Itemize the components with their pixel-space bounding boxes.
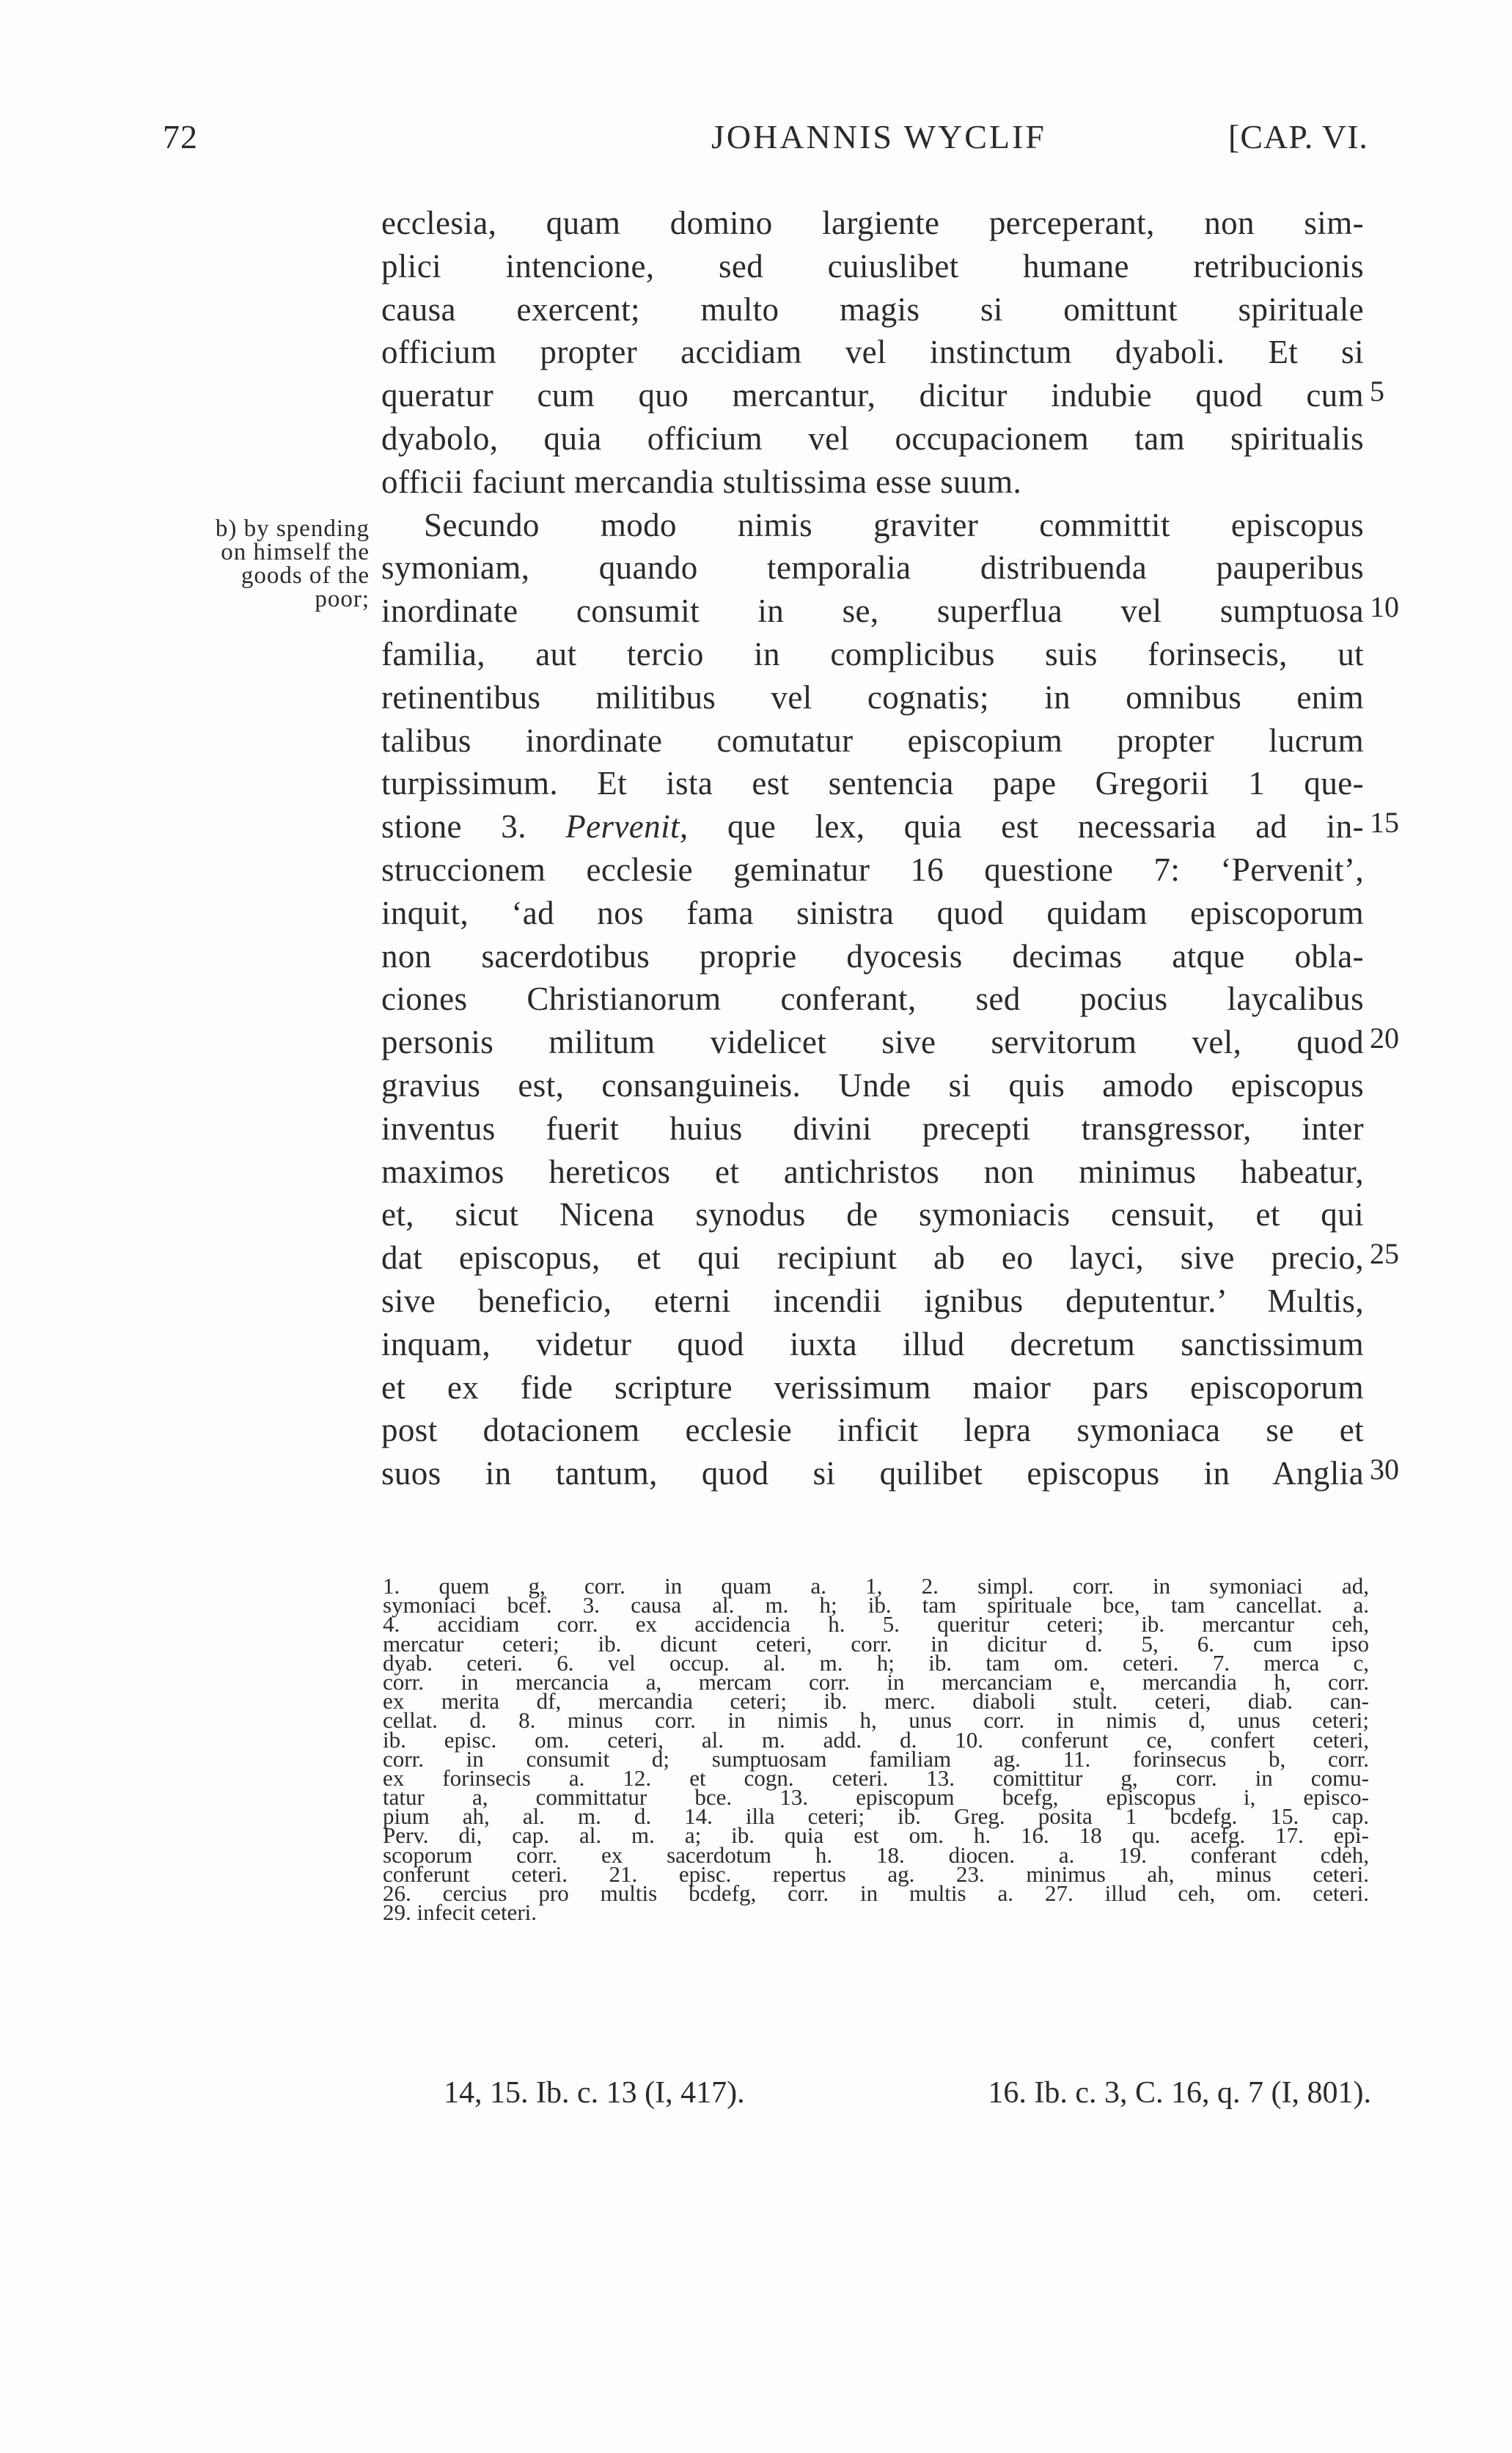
text-line: et ex fide scripture verissimum maior pars episcoporum [381,1368,1364,1406]
text-line: non sacerdotibus proprie dyocesis decimas atque obla- [381,937,1364,975]
main-text [381,202,1364,1495]
margin-note-line: poor; [315,586,370,612]
line-number: 10 [1370,590,1399,623]
text-fragment: que lex, quia est necessaria ad in- [727,808,1364,846]
text-line: struccionem ecclesie geminatur 16 questione 7: ‘Pervenit’, [381,851,1364,888]
footnote-line: dyab. ceteri. 6. vel occup. al. m. h; ib. tam om. ceteri. 7. merca c, [383,1649,1369,1676]
source-references [444,2075,1371,2111]
text-line: gravius est, consanguineis. Unde si quis amodo episcopus [381,1066,1364,1104]
text-line: turpissimum. Et ista est sentencia pape Gregorii 1 que- [381,765,1364,802]
margin-note-line: on himself the [221,539,370,565]
text-line: inordinate consumit in se, superflua vel sumptuosa [381,593,1364,630]
text-line: inquam, videtur quod iuxta illud decretum sanctissimum [381,1325,1364,1363]
footnote-line: conferunt ceteri. 21. episc. repertus ag. 23. minimus ah, minus ceteri. [383,1860,1369,1887]
text-line: Secundo modo nimis graviter committit episcopus [424,506,1364,543]
running-title: JOHANNIS WYCLIF [711,118,1046,155]
footnote-line: pium ah, al. m. d. 14. illa ceteri; ib. Greg. posita 1 bcdefg. 15. cap. [383,1803,1369,1830]
text-line: ciones Christianorum conferant, sed pocius laycalibus [381,980,1364,1018]
line-number: 30 [1370,1453,1399,1486]
footnote-line: 26. cercius pro multis bcdefg, corr. in multis a. 27. illud ceh, om. ceteri. [383,1880,1369,1906]
footnote-line: mercatur ceteri; ib. dicunt ceteri, corr. in dicitur d. 5, 6. cum ipso [383,1630,1369,1657]
text-line: dat episcopus, et qui recipiunt ab eo layci, sive precio, [381,1239,1364,1277]
text-line: symoniam, quando temporalia distribuenda pauperibus [381,549,1364,587]
footnote-line: 29. infecit ceteri. [383,1899,537,1926]
text-line: causa exercent; multo magis si omittunt spirituale [381,290,1364,328]
footnote-line: corr. in consumit d; sumptuosam familiam ag. 11. forinsecus b, corr. [383,1745,1369,1772]
text-line [381,805,1364,848]
text-line: sive beneficio, eterni incendii ignibus deputentur.’ Multis, [381,1282,1364,1319]
footnote-line: cellat. d. 8. minus corr. in nimis h, unus corr. in nimis d, unus ceteri; [383,1707,1369,1734]
footnote-line: corr. in mercancia a, mercam corr. in mercanciam e, mercandia h, corr. [383,1668,1369,1695]
line-number: 20 [1370,1022,1399,1055]
text-line: familia, aut tercio in complicibus suis forinsecis, ut [381,635,1364,672]
footnote-line: 1. quem g, corr. in quam a. 1, 2. simpl. corr. in symoniaci ad, [383,1573,1369,1599]
margin-note [163,517,370,611]
text-line: ecclesia, quam domino largiente perceperant, non sim- [381,205,1364,241]
text-line: talibus inordinate comutatur episcopium propter lucrum [381,722,1364,759]
text-line: dyabolo, quia officium vel occupacionem tam spiritualis [381,419,1364,457]
line-number: 15 [1370,806,1399,839]
text-line: suos in tantum, quod si quilibet episcopus in Anglia [381,1455,1364,1492]
footnote-line: 4. accidiam corr. ex accidencia h. 5. queritur ceteri; ib. mercantur ceh, [383,1611,1369,1638]
text-line: et, sicut Nicena synodus de symoniacis censuit, et qui [381,1196,1364,1233]
footnote-line: ib. episc. om. ceteri, al. m. add. d. 10. conferunt ce, confert ceteri, [383,1726,1369,1753]
text-line: officii faciunt mercandia stultissima esse suum. [381,463,1022,500]
line-number: 25 [1370,1237,1399,1270]
footnote-line: Perv. di, cap. al. m. a; ib. quia est om. h. 16. 18 qu. acefg. 17. epi- [383,1822,1369,1849]
text-fragment: stione 3. [381,808,526,846]
text-line: inquit, ‘ad nos fama sinistra quod quidam episcoporum [381,894,1364,931]
text-line: maximos hereticos et antichristos non minimus habeatur, [381,1153,1364,1190]
italic-word: Pervenit, [565,808,689,846]
text-line: retinentibus militibus vel cognatis; in omnibus enim [381,678,1364,716]
footnote-line: tatur a, committatur bce. 13. episcopum bcefg, episcopus i, episco- [383,1784,1369,1811]
text-line: queratur cum quo mercantur, dicitur indubie quod cum [381,377,1364,414]
critical-apparatus [383,1573,1369,1926]
text-line: plici intencione, sed cuiuslibet humane retribucionis [381,247,1364,285]
page-number: 72 [163,118,198,155]
reference: 16. Ib. c. 3, C. 16, q. 7 (I, 801). [988,2076,1371,2110]
margin-note-line: goods of the [241,562,370,589]
footnote-line: ex merita df, mercandia ceteri; ib. merc. diaboli stult. ceteri, diab. can- [383,1688,1369,1715]
footnote-line: scoporum corr. ex sacerdotum h. 18. diocen. a. 19. conferant cdeh, [383,1841,1369,1868]
text-line: officium propter accidiam vel instinctum dyaboli. Et si [381,334,1364,371]
reference: 14, 15. Ib. c. 13 (I, 417). [444,2076,745,2110]
line-number: 5 [1370,375,1384,408]
text-line: post dotacionem ecclesie inficit lepra symoniaca se et [381,1412,1364,1449]
footnote-line: symoniaci bcef. 3. causa al. m. h; ib. tam spirituale bce, tam cancellat. a. [383,1592,1369,1618]
chapter-label: [CAP. VI. [1228,118,1368,155]
text-line: inventus fuerit huius divini precepti transgressor, inter [381,1110,1364,1147]
text-line: personis militum videlicet sive servitorum vel, quod [381,1024,1364,1061]
margin-note-line: b) by spending [215,516,370,542]
footnote-line: ex forinsecis a. 12. et cogn. ceteri. 13. comittitur g, corr. in comu- [383,1764,1369,1791]
